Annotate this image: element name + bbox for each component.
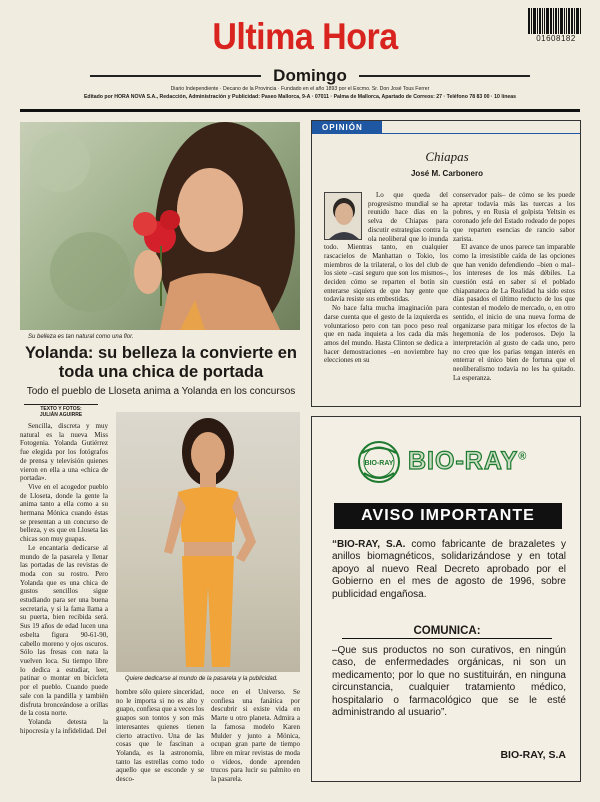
paragraph: Lo que queda del progresismo mundial se ha reunido hace días en la selva de Chiapas para discutir estrategias contra la ola neoliberal que lo inunda todo. Mientras tanto, en cualquier rascacielos de Manhattan o Tokio, los miembros de la trilateral, o los del club de los siete –casi seguro que son los mismos–, deciden cómo se reparten el botín sin enterarse siquiera de que hay gente que todavía resiste sus embestidas. bbox=[324, 191, 448, 304]
opinion-author: José M. Carbonero bbox=[410, 169, 483, 178]
imprint-line-2: Editado por HORA NOVA S.A., Redacción, Administración y Publicidad: Paseo Mallorca, 9-A · 07011 · Palma de Mallorca, Apartado de Correos: 27 · Teléfono 78 83 00 · 10 líneas bbox=[83, 94, 517, 100]
paragraph: El avance de unos parece tan imparable como la irresistible caída de las opciones que han venido defendiendo –bien o mal– los intereses de los más débiles. La cuestión está en saber si el poblado chiapanateca de La Realidad ha sido estos días pasados el último reducto de los que contestan el modelo de mercado, o, en otro sentido, el inicio de una nueva forma de organizarse para mitigar los efectos de la hegemonía de los poderosos. Dejo la interpretación al gusto de cada uno, pero no creo que los parias tengan interés en enterrar el único bien de fortuna que el neoliberalismo todavía no les ha quitado. La esperanza. bbox=[453, 243, 575, 382]
photo-woman-with-flower bbox=[20, 122, 300, 330]
article-column-3: noce en el Universo. Se confiesa una fanática por descubrir si existe vida en Marte u otro planeta. Admira a la famosa modelo Karen Mulder y junto a Mónica, ocupan gran parte de tiempo libre en mirar revistas de moda o vídeos, donde aprenden trucos para lucir su palmito en la pasarela. bbox=[211, 688, 300, 784]
aviso-banner: AVISO IMPORTANTE bbox=[334, 503, 562, 529]
paragraph: No hace falta mucha imaginación para darse cuenta que el gesto de la izquierda es voluntarioso pero con tan poco peso real que en nada inquieta a los cada día más amos del mundo. Hasta Clinton se dedica a hacer demostraciones –en noviembre hay elecciones en su bbox=[324, 304, 448, 365]
opinion-column-2 bbox=[453, 191, 575, 401]
opinion-box bbox=[311, 120, 581, 407]
byline-label: TEXTO Y FOTOS: bbox=[40, 406, 82, 412]
opinion-tag: OPINIÓN bbox=[312, 121, 382, 134]
barcode-number: 01608182 bbox=[536, 34, 576, 43]
barcode-icon bbox=[528, 8, 584, 34]
masthead bbox=[0, 0, 600, 110]
newspaper-logo: Ultima Hora bbox=[212, 16, 398, 58]
bioray-advertisement bbox=[311, 416, 581, 782]
paragraph: Le encantaría dedicarse al mundo de la pasarela y llenar las portadas de las revistas de moda con su rostro. Pero Yolanda que es una chica de gustos sencillos sigue estudiando para ser una buena secretaria, y si la fama llama a su puerta, bien recibida será. Sus 19 años de edad lucen una esbelta figura 90-61-90, cabello moreno y ojos oscuros. Sólo las fresas con nata la vuelven loca. Su tiempo libre lo dedica a estudiar, leer, patinar o montar en bicicleta por el pueblo. Cuando puede sale con la pandilla y también disfruta bronceándose a orillas de la costa norte. bbox=[20, 543, 108, 718]
author-portrait bbox=[324, 192, 362, 240]
article-headline: Yolanda: su belleza la convierte en toda una chica de portada bbox=[24, 344, 298, 381]
ad-signature: BIO-RAY, S.A bbox=[500, 749, 566, 761]
ad-paragraph-2: –Que sus productos no son curativos, en ningún caso, de enfermedades orgánicas, ni son un medicamento; por lo que no sustituirán, en ninguna circunstancia, cualquier tratamiento médico, hospitalario o farmacológico que se le esté administrando al usuario”. bbox=[332, 645, 566, 719]
logo-mark-text: BIO-RAY bbox=[364, 460, 394, 467]
day-row bbox=[90, 66, 530, 86]
paragraph: Vive en el acogedor pueblo de Lloseta, donde la gente la anima tanto a ella como a su hermana Mónica cuando éstas se presentan a un concurso de belleza, y es que en Lloseta las chicas son muy guapas. bbox=[20, 482, 108, 544]
day-of-week: Domingo bbox=[273, 66, 347, 85]
photo-woman-in-orange bbox=[116, 412, 300, 672]
bioray-logo-icon bbox=[352, 439, 406, 485]
paragraph: conservador país– de cómo se les puede apretar todavía más las tuercas a los pobres, y en Rusia el golpista Yeltsin es coronado jefe del Estado rodeado de popes que reparten esencias de rancio sabor zarista. bbox=[453, 191, 575, 243]
ad-comunica-heading: COMUNICA: bbox=[342, 625, 552, 639]
paragraph: Yolanda detesta la hipocresía y la infidelidad. Del bbox=[20, 717, 108, 735]
byline-name: JULIÁN AGUIRRE bbox=[39, 412, 83, 418]
article-column-1 bbox=[20, 422, 108, 794]
article-column-2: hombre sólo quiere sinceridad, no le importa si no es alto y guapo, confiesa que a veces los guapos son tontos y son más interesantes quienes tienen cierto atractivo. Una de las cosas que le fascinan a Yolanda, es la astronomía, tanto las estrellas como todo aquello que se esconde y se desco- bbox=[116, 688, 204, 784]
bioray-wordmark: BIO-RAY® bbox=[408, 447, 528, 475]
barcode bbox=[528, 8, 584, 44]
masthead-rule bbox=[20, 109, 580, 112]
photo2-caption: Quiere dedicarse al mundo de la pasarela y la publicidad. bbox=[125, 676, 278, 682]
ad-paragraph-1: “BIO-RAY, S.A. como fabricante de brazaletes y anillos biomagnéticos, solidarizándose y en total apoyo al nuevo Real Decreto aprobado por el Gobierno en el mes de agosto de 1996, sobre publicidad engañosa. bbox=[332, 539, 566, 600]
byline bbox=[20, 404, 102, 418]
paragraph: Sencilla, discreta y muy natural es la nueva Miss Fotogenia. Yolanda Gutiérrez fue elegida por los fotógrafos de prensa y televisión quienes vieron en ella a una «chica de portada». bbox=[20, 422, 108, 483]
imprint-line-1: Diario Independiente · Decano de la Provincia · Fundado en el año 1893 por el Excmo. Sr. Don José Tous Ferrer bbox=[170, 86, 430, 92]
article-subhead: Todo el pueblo de Lloseta anima a Yolanda en los concursos bbox=[26, 386, 296, 397]
opinion-title: Chiapas bbox=[425, 149, 469, 164]
photo1-caption: Su belleza es tan natural como una flor. bbox=[28, 334, 134, 340]
